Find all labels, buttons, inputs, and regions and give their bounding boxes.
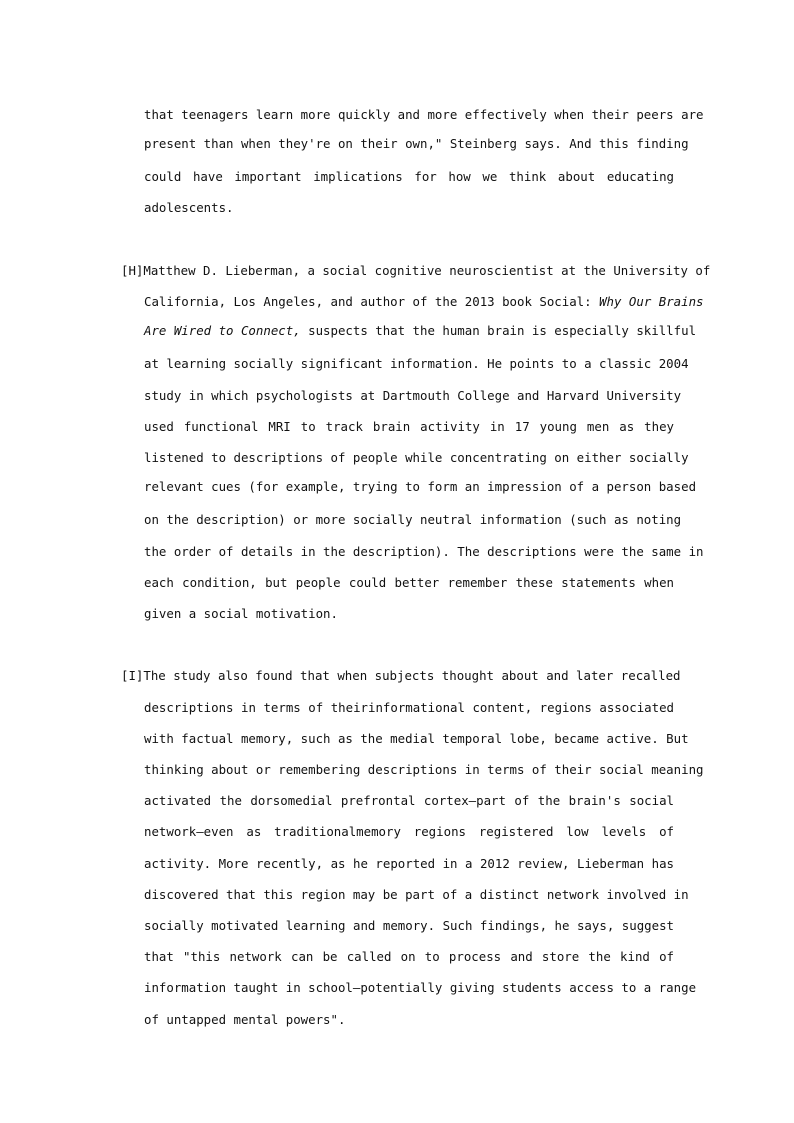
paragraph-line <box>144 321 697 341</box>
paragraph-line: [H]Matthew D. Lieberman, a social cognitive neuroscientist at the University of <box>121 263 711 278</box>
paragraph-line: the order of details in the description). The descriptions were the same in <box>144 544 704 559</box>
paragraph-line: that teenagers learn more quickly and more effectively when their peers are <box>144 107 704 122</box>
paragraph-text: California, Los Angeles, and author of the 2013 book Social: <box>144 294 600 309</box>
paragraph-line: study in which psychologists at Dartmouth College and Harvard University <box>144 388 682 403</box>
paragraph-line: relevant cues (for example, trying to form an impression of a person based <box>144 479 697 494</box>
book-title-text: Are Wired to Connect, <box>144 323 301 338</box>
paragraph-line: adolescents. <box>144 200 234 215</box>
paragraph-line: present than when they're on their own," Steinberg says. And this finding <box>144 136 689 151</box>
paragraph-line <box>144 292 704 312</box>
paragraph-line: could have important implications for how we think about educating <box>144 169 674 184</box>
paragraph-line: [I]The study also found that when subjects thought about and later recalled <box>121 668 681 683</box>
paragraph-line: each condition, but people could better remember these statements when <box>144 575 674 590</box>
paragraph-line: at learning socially significant information. He points to a classic 2004 <box>144 356 689 371</box>
book-title-text: Why Our Brains <box>599 294 704 309</box>
paragraph-line: with factual memory, such as the medial temporal lobe, became active. But <box>144 731 689 746</box>
paragraph-line: activated the dorsomedial prefrontal cortex—part of the brain's social <box>144 793 674 808</box>
paragraph-line: of untapped mental powers". <box>144 1012 346 1027</box>
paragraph-line: listened to descriptions of people while concentrating on either socially <box>144 450 689 465</box>
paragraph-line: information taught in school—potentially giving students access to a range <box>144 980 697 995</box>
paragraph-line: descriptions in terms of theirinformational content, regions associated <box>144 700 674 715</box>
paragraph-line: on the description) or more socially neutral information (such as noting <box>144 512 682 527</box>
paragraph-line: discovered that this region may be part of a distinct network involved in <box>144 887 689 902</box>
paragraph-line: network—even as traditionalmemory regions registered low levels of <box>144 824 674 839</box>
paragraph-line: activity. More recently, as he reported in a 2012 review, Lieberman has <box>144 856 674 871</box>
paragraph-line: socially motivated learning and memory. Such findings, he says, suggest <box>144 918 674 933</box>
paragraph-text: suspects that the human brain is especially skillful <box>300 323 697 338</box>
paragraph-line: used functional MRI to track brain activity in 17 young men as they <box>144 419 674 434</box>
paragraph-line: that "this network can be called on to process and store the kind of <box>144 949 674 964</box>
paragraph-line: given a social motivation. <box>144 606 338 621</box>
paragraph-line: thinking about or remembering descriptions in terms of their social meaning <box>144 762 704 777</box>
